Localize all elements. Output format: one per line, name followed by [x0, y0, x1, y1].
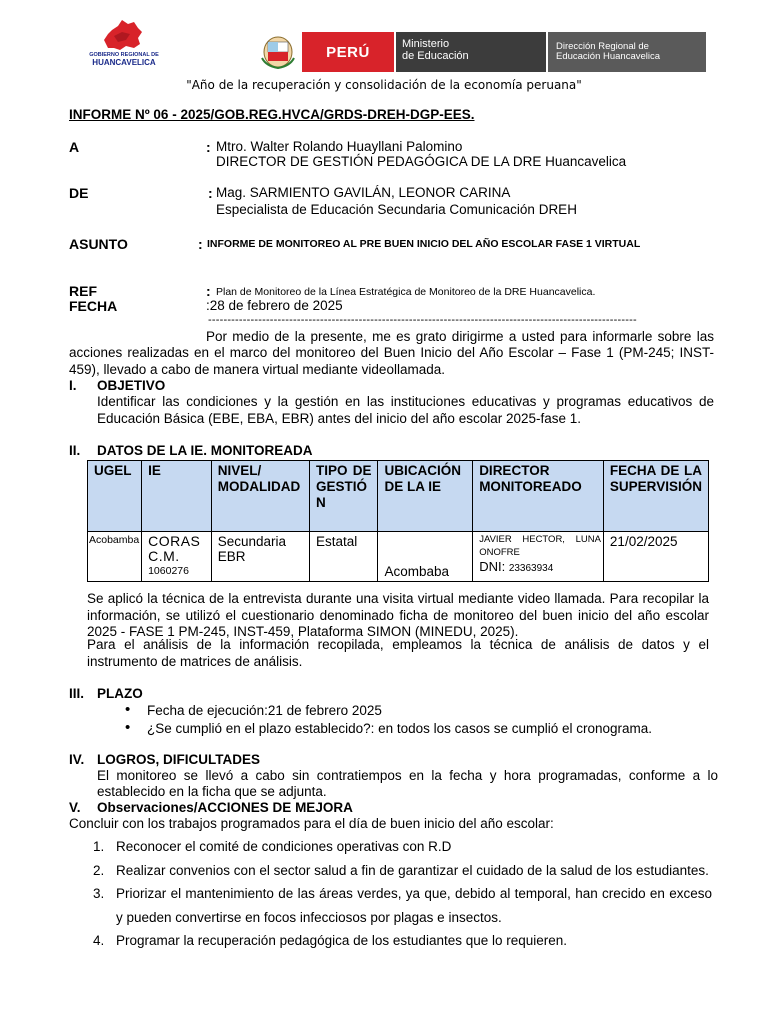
ministerio-line1: Ministerio	[402, 38, 450, 50]
item-number: 3.	[93, 886, 105, 901]
section3-number: III.	[69, 686, 85, 701]
header-gestion: TIPO DE GESTIÓ N	[309, 461, 377, 532]
intro-first-line: Por medio de la presente, me es grato dirigirme a usted para informarle sobre las	[206, 329, 714, 344]
section1-title: OBJETIVO	[97, 378, 166, 393]
section1-text: Identificar las condiciones y la gestión en las instituciones educativas y programas educativos de Educación Básica (EBE, EBA, EBR) antes del inicio del año escolar 2025-fase 1.	[97, 394, 714, 426]
section1-number: I.	[69, 378, 77, 393]
dni-label: DNI:	[479, 559, 506, 574]
list-item	[93, 929, 712, 953]
section5-title: Observaciones/ACCIONES DE MEJORA	[97, 800, 353, 815]
list-item	[93, 835, 712, 859]
section3-bullets	[147, 702, 717, 738]
item-text: Priorizar el mantenimiento de las áreas verdes, ya que, debido al temporal, han crecido en exceso y pueden convertirse en focos infecciosos por plagas e insectos.	[116, 886, 712, 925]
from-position: Especialista de Educación Secundaria Comunicación DREH	[216, 202, 577, 217]
year-motto: "Año de la recuperación y consolidación de la economía peruana"	[186, 78, 582, 92]
header-ugel: UGEL	[88, 461, 142, 532]
item-number: 2.	[93, 862, 105, 878]
section2-title: DATOS DE LA IE. MONITOREADA	[97, 443, 313, 458]
subject-colon: :	[198, 236, 203, 252]
item-text: Realizar convenios con el sector salud a fin de garantizar el cuidado de la salud de los estudiantes.	[116, 862, 709, 878]
cell-gestion: Estatal	[309, 532, 377, 582]
item-text: Programar la recuperación pedagógica de los estudiantes que lo requieren.	[116, 933, 568, 948]
peru-label: PERÚ	[302, 32, 394, 72]
dre-label	[548, 32, 706, 72]
cell-ubicacion: Acombaba	[378, 532, 473, 582]
peru-shield-icon	[254, 32, 302, 72]
to-colon: :	[206, 139, 211, 155]
ie-code: 1060276	[148, 565, 189, 577]
ministerio-line2: de Educación	[402, 50, 469, 62]
subject-value: INFORME DE MONITOREO AL PRE BUEN INICIO DEL AÑO ESCOLAR FASE 1 VIRTUAL	[207, 238, 641, 250]
section5-intro: Concluir con los trabajos programados para el día de buen inicio del año escolar:	[69, 816, 554, 831]
from-colon: :	[208, 185, 213, 201]
date-value: :28 de febrero de 2025	[206, 298, 343, 313]
date-label: FECHA	[69, 298, 118, 314]
improvement-actions-list	[93, 835, 712, 953]
header-ubicacion: UBICACIÓN DE LA IE	[378, 461, 473, 532]
section4-number: IV.	[69, 752, 85, 767]
gobierno-regional-logo	[78, 18, 170, 68]
to-name: Mtro. Walter Rolando Huayllani Palomino	[216, 139, 463, 154]
header-ie: IE	[142, 461, 212, 532]
ref-value: Plan de Monitoreo de la Línea Estratégica de Monitoreo de la DRE Huancavelica.	[216, 286, 596, 298]
section2-text1: Se aplicó la técnica de la entrevista durante una visita virtual mediante video llamada. Para recopilar la información, se utilizó el cuestionario denominado ficha de monitoreo del buen inicio del año escolar 2025 - FASE 1 PM-245, INST-459, Plataforma SIMON (MINEDU, 2025).	[87, 591, 709, 639]
header-fecha: FECHA DE LA SUPERVISIÓN	[603, 461, 708, 532]
monitored-school-table	[87, 460, 709, 582]
cell-director	[473, 532, 604, 582]
section4-text: El monitoreo se llevó a cabo sin contratiempos en la fecha y hora programadas, conforme a lo establecido en la ficha que se adjunta.	[97, 768, 718, 799]
to-position: DIRECTOR DE GESTIÓN PEDAGÓGICA DE LA DRE Huancavelica	[216, 154, 627, 169]
from-label: DE	[69, 185, 89, 201]
section2-number: II.	[69, 443, 81, 458]
section3-title: PLAZO	[97, 686, 143, 701]
section2-text2: Para el análisis de la información recopilada, empleamos la técnica de análisis de datos y el instrumento de matrices de análisis.	[87, 637, 709, 669]
intro-paragraph: acciones realizadas en el marco del monitoreo del Buen Inicio del Año Escolar – Fase 1 (PM-245; INST-459), llevado a cabo de manera virtual mediante videollamada.	[69, 345, 714, 377]
subject-label: ASUNTO	[69, 236, 128, 252]
dre-line1: Dirección Regional de	[556, 41, 649, 52]
list-item	[93, 882, 712, 929]
section5-number: V.	[69, 800, 81, 815]
item-number: 1.	[93, 839, 105, 854]
to-label: A	[69, 139, 80, 155]
list-item: • Fecha de ejecución:21 de febrero 2025	[147, 702, 717, 720]
table-header-row	[88, 461, 709, 532]
institutional-banner	[254, 32, 706, 72]
logo-text-line1: GOBIERNO REGIONAL DE	[89, 52, 159, 58]
item-number: 4.	[93, 933, 105, 948]
list-item	[93, 859, 712, 883]
section4-title: LOGROS, DIFICULTADES	[97, 752, 260, 767]
ref-colon: :	[206, 283, 211, 299]
ref-label: REF	[69, 283, 97, 299]
huancavelica-map-icon	[78, 18, 170, 52]
ministerio-label	[396, 32, 546, 72]
separator-line: ---------------------------------------------------------------------------------------------------------------	[208, 314, 637, 326]
dre-line2: Educación Huancavelica	[556, 51, 661, 62]
logo-text-line2: HUANCAVELICA	[92, 58, 156, 67]
ie-name: CORAS C.M.	[148, 533, 201, 564]
item-text: Reconocer el comité de condiciones operativas con R.D	[116, 839, 452, 854]
cell-ugel: Acobamba	[88, 532, 142, 582]
cell-nivel: Secundaria EBR	[211, 532, 309, 582]
cell-ie	[142, 532, 212, 582]
from-name: Mag. SARMIENTO GAVILÁN, LEONOR CARINA	[216, 185, 511, 200]
report-title: INFORME Nº 06 - 2025/GOB.REG.HVCA/GRDS-DREH-DGP-EES.	[69, 107, 475, 122]
cell-fecha: 21/02/2025	[603, 532, 708, 582]
header-nivel: NIVEL/ MODALIDAD	[211, 461, 309, 532]
director-name: JAVIER HECTOR, LUNA ONOFRE	[479, 534, 601, 558]
list-item: • ¿Se cumplió en el plazo establecido?: en todos los casos se cumplió el cronograma.	[147, 720, 717, 738]
dni-value: 23363934	[508, 563, 554, 574]
table-row	[88, 532, 709, 582]
header-director: DIRECTOR MONITOREADO	[473, 461, 604, 532]
